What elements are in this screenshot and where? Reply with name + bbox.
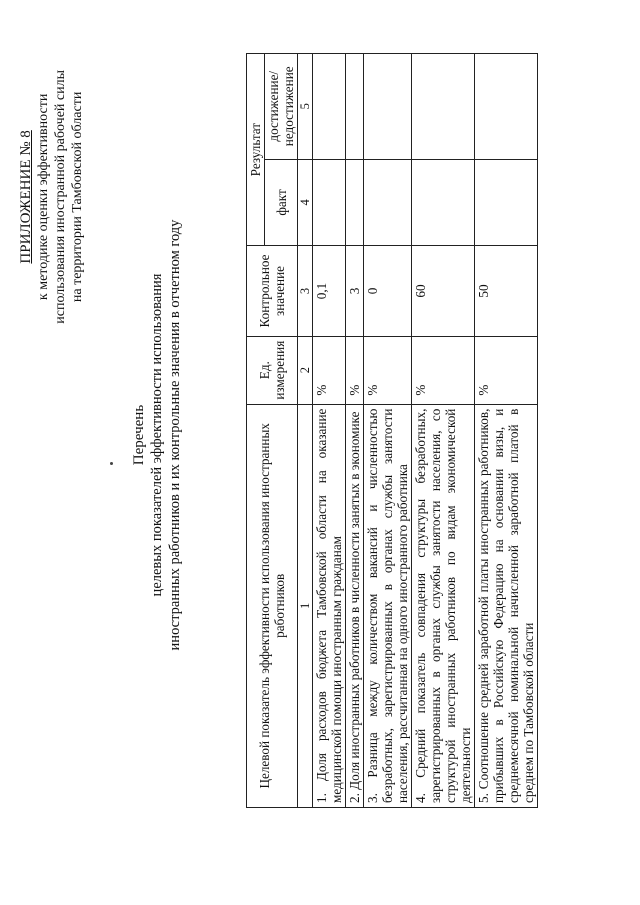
column-number: 3: [298, 246, 313, 336]
unit-cell: %: [364, 336, 412, 404]
header-fact: факт: [265, 159, 298, 246]
appendix-line: к методике оценки эффективности: [36, 93, 51, 301]
unit-cell: %: [475, 336, 538, 404]
appendix-line: использования иностранной рабочей силы: [53, 70, 68, 324]
column-number: 4: [298, 159, 313, 246]
heading-line: целевых показателей эффективности использования: [149, 273, 165, 597]
indicator-cell: 3. Разница между количеством вакансий и численностью безработных, зарегистрированных в органах службы занятости населения, рассчитанная на одного иностранного работника: [364, 404, 412, 807]
header-control: Контрольное значение: [247, 246, 298, 336]
achievement-cell: [313, 54, 346, 160]
table-row: [412, 54, 475, 808]
fact-cell: [475, 159, 538, 246]
control-value-cell: 0,1: [313, 246, 346, 336]
achievement-cell: [475, 54, 538, 160]
header-result: Результат: [247, 54, 265, 246]
table-row: [475, 54, 538, 808]
fact-cell: [346, 159, 364, 246]
fact-cell: [412, 159, 475, 246]
heading-word: Перечень: [131, 404, 147, 466]
appendix-title: ПРИЛОЖЕНИЕ № 8: [18, 130, 34, 264]
header-indicator: Целевой показатель эффективности использования иностранных работников: [247, 404, 298, 807]
table-row: [313, 54, 346, 808]
unit-cell: %: [313, 336, 346, 404]
achievement-cell: [346, 54, 364, 160]
heading-line: иностранных работников и их контрольные значения в отчетном году: [167, 219, 183, 651]
fact-cell: [313, 159, 346, 246]
control-value-cell: 0: [364, 246, 412, 336]
indicator-cell: 5. Соотношение средней заработной платы иностранных работников, прибывших в Российскую Федерацию на основании визы, и среднемесячной номинальной начисленной заработной платой в среднем по Тамбовской области: [475, 404, 538, 807]
fact-cell: [364, 159, 412, 246]
table-row: [346, 54, 364, 808]
indicator-cell: 4. Средний показатель совпадения структуры безработных, зарегистрированных в органах службы занятости населения, со структурой иностранных работников по видам экономической деятельности: [412, 404, 475, 807]
document-heading: [130, 75, 184, 795]
header-unit: Ед. измерения: [247, 336, 298, 404]
indicator-cell: 2. Доля иностранных работников в численности занятых в экономике: [346, 404, 364, 807]
appendix-line: на территории Тамбовской области: [70, 91, 85, 303]
achievement-cell: [412, 54, 475, 160]
unit-cell: %: [346, 336, 364, 404]
scan-speck: [110, 462, 113, 465]
unit-cell: %: [412, 336, 475, 404]
table-header-row: [247, 54, 265, 808]
indicators-table: [246, 53, 538, 808]
appendix-header: [18, 70, 86, 324]
column-number: 2: [298, 336, 313, 404]
column-number-row: [298, 54, 313, 808]
header-achievement: достижение/ недостижение: [265, 54, 298, 160]
indicator-cell: 1. Доля расходов бюджета Тамбовской области на оказание медицинской помощи иностранным гражданам: [313, 404, 346, 807]
achievement-cell: [364, 54, 412, 160]
column-number: 5: [298, 54, 313, 160]
control-value-cell: 60: [412, 246, 475, 336]
table-row: [364, 54, 412, 808]
column-number: 1: [298, 404, 313, 807]
control-value-cell: 3: [346, 246, 364, 336]
control-value-cell: 50: [475, 246, 538, 336]
